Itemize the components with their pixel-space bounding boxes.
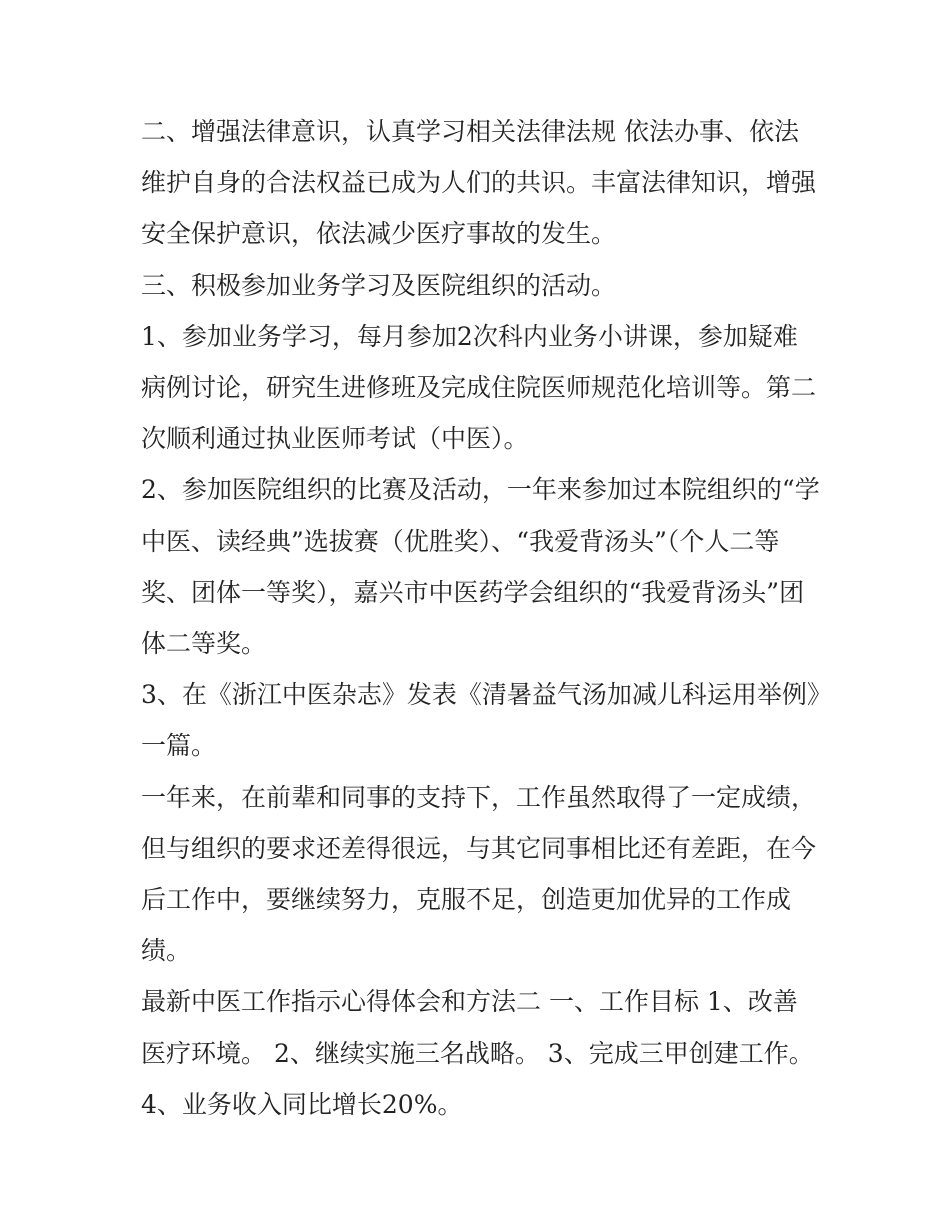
document-body bbox=[141, 106, 821, 1130]
paragraph-section-three-heading: 三、积极参加业务学习及医院组织的活动。 bbox=[141, 270, 617, 300]
paragraph-legal-awareness: 二、增强法律意识，认真学习相关法律法规 依法办事、依法维护自身的合法权益已成为人们的共识。丰富法律知识，增强安全保护意识，依法减少医疗事故的发生。 bbox=[141, 117, 817, 249]
paragraph-year-summary: 一年来，在前辈和同事的支持下，工作虽然取得了一定成绩，但与组织的要求还差得很远，与其它同事相比还有差距，在今后工作中，要继续努力，克服不足，创造更加优异的工作成绩。 bbox=[141, 782, 817, 966]
paragraph-work-goals: 最新中医工作指示心得体会和方法二 一、工作目标 1、改善医疗环境。 2、继续实施三名战略。 3、完成三甲创建工作。 bbox=[141, 987, 814, 1068]
paragraph-item-2-competitions: 2、参加医院组织的比赛及活动，一年来参加过本院组织的“学中医、读经典”选拔赛（优胜奖）、“我爱背汤头”（个人二等奖、团体一等奖），嘉兴市中医药学会组织的“我爱背汤头”团体二等奖。 bbox=[141, 475, 820, 659]
paragraph-item-1-study: 1、参加业务学习，每月参加2次科内业务小讲课，参加疑难病例讨论，研究生进修班及完成住院医师规范化培训等。第二次顺利通过执业医师考试（中医）。 bbox=[141, 321, 817, 454]
paragraph-item-4-revenue: 4、业务收入同比增长20%。 bbox=[141, 1089, 463, 1119]
paragraph-item-3-publication: 3、在《浙江中医杂志》发表《清暑益气汤加减儿科运用举例》一篇。 bbox=[141, 680, 820, 761]
